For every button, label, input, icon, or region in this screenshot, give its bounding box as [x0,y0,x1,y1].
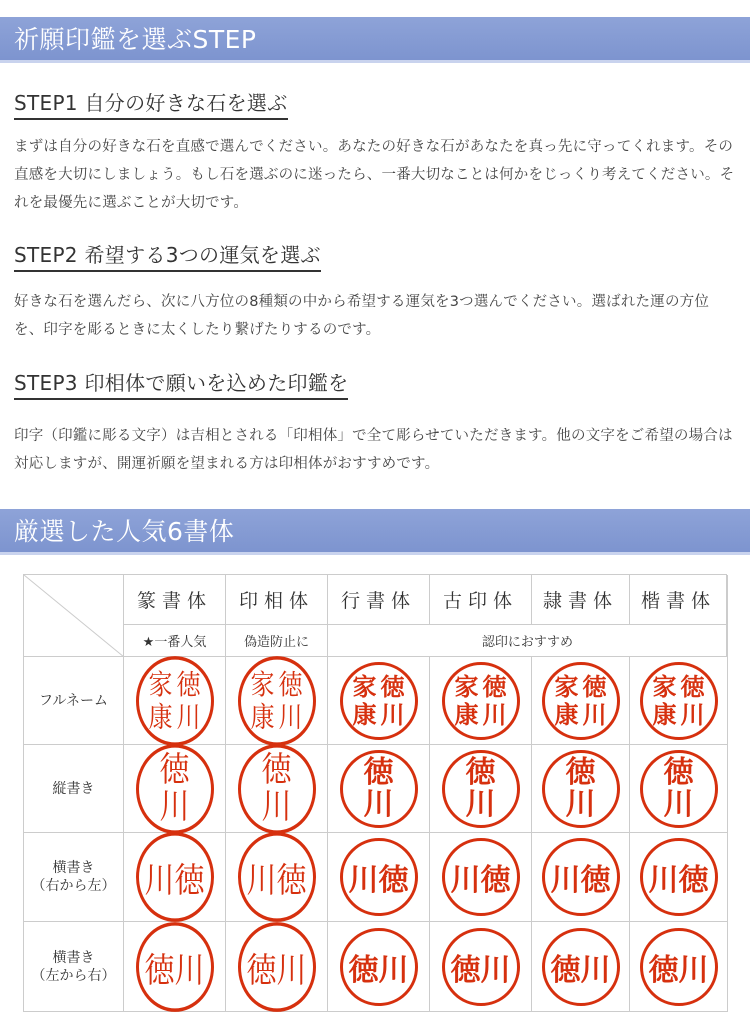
stamp-cell [124,833,226,922]
seal-stamp-image: 川 徳 [136,832,214,922]
row-label [24,833,124,922]
font-comparison-table [23,574,727,1012]
seal-stamp-image: 徳 川 [442,928,520,1006]
subheader-insou: 偽造防止に [226,625,328,657]
seal-stamp-image: 家 徳 康 川 [640,662,718,740]
row-label [24,922,124,1012]
seal-stamp-image: 家 徳 康 川 [340,662,418,740]
stamp-cell [630,745,728,833]
stamp-cell [532,745,630,833]
stamp-cell [430,657,532,745]
section-banner-steps: 祈願印鑑を選ぶSTEP [0,17,750,63]
row-label-subtext: （左から右） [31,967,116,984]
stamp-cell [226,833,328,922]
corner-diagonal [24,575,124,657]
stamp-cell [124,657,226,745]
subheader-tensho: ★一番人気 [124,625,226,657]
row-label-subtext: （右から左） [31,878,116,894]
seal-stamp-image: 川 徳 [340,838,418,916]
seal-stamp-image: 徳 川 [238,922,316,1012]
seal-stamp-image: 徳 川 [640,750,718,828]
column-header: 楷書体 [630,575,728,625]
stamp-cell [328,657,430,745]
row-label-text: フルネーム [38,692,109,709]
column-header: 古印体 [430,575,532,625]
stamp-cell [124,745,226,833]
stamp-cell [532,922,630,1012]
column-header: 隷書体 [532,575,630,625]
step2-title: STEP2 希望する3つの運気を選ぶ [14,242,321,272]
seal-stamp-image: 徳 川 [136,922,214,1012]
step3-title: STEP3 印相体で願いを込めた印鑑を [14,370,348,400]
seal-stamp-image: 徳 川 [238,744,316,834]
stamp-cell [328,833,430,922]
seal-stamp-image: 徳 川 [340,750,418,828]
step2-text: 好きな石を選んだら、次に八方位の8種類の中から希望する運気を3つ選んでください。選ばれた運の方位を、印字を彫るときに太くしたり繋げたりするのです。 [14,294,710,338]
seal-stamp-image: 川 徳 [640,838,718,916]
section-banner-fonts: 厳選した人気6書体 [0,509,750,555]
row-label [24,745,124,833]
row-label-text: 縦書き [52,780,95,797]
seal-stamp-image: 川 徳 [442,838,520,916]
column-header: 行書体 [328,575,430,625]
stamp-cell [226,657,328,745]
stamp-cell [328,745,430,833]
stamp-cell [328,922,430,1012]
seal-stamp-image: 家 徳 康 川 [542,662,620,740]
seal-stamp-image: 徳 川 [442,750,520,828]
column-header: 篆書体 [124,575,226,625]
seal-stamp-image: 徳 川 [542,750,620,828]
stamp-cell [226,745,328,833]
stamp-cell [630,922,728,1012]
stamp-cell [532,657,630,745]
stamp-cell [124,922,226,1012]
seal-stamp-image: 徳 川 [640,928,718,1006]
stamp-cell [630,657,728,745]
seal-stamp-image: 家 徳 康 川 [442,662,520,740]
stamp-cell [430,833,532,922]
stamp-cell [532,833,630,922]
table-corner [24,575,124,657]
seal-stamp-image: 川 徳 [238,832,316,922]
row-label-text: 横書き [52,949,95,966]
step1-title: STEP1 自分の好きな石を選ぶ [14,90,288,120]
seal-stamp-image: 川 徳 [542,838,620,916]
stamp-cell [630,833,728,922]
row-label-text: 横書き [52,860,95,876]
seal-stamp-image: 徳 川 [340,928,418,1006]
stamp-cell [430,745,532,833]
seal-stamp-image: 徳 川 [136,744,214,834]
stamp-cell [226,922,328,1012]
seal-stamp-image: 家 徳 康 川 [238,656,316,746]
stamp-cell [430,922,532,1012]
seal-stamp-image: 家 徳 康 川 [136,656,214,746]
seal-stamp-image: 徳 川 [542,928,620,1006]
step1-text: まずは自分の好きな石を直感で選んでください。あなたの好きな石があなたを真っ先に守ってくれます。その直感を大切にしましょう。もし石を選ぶのに迷ったら、一番大切なことは何かをじっくり考えてください。それを最優先に選ぶことが大切です。 [14,139,735,211]
subheader-others: 認印におすすめ [328,625,728,657]
row-label [24,657,124,745]
step3-text: 印字（印鑑に彫る文字）は吉相とされる「印相体」で全て彫らせていただきます。他の文字をご希望の場合は対応しますが、開運祈願を望まれる方は印相体がおすすめです。 [14,428,733,472]
column-header: 印相体 [226,575,328,625]
